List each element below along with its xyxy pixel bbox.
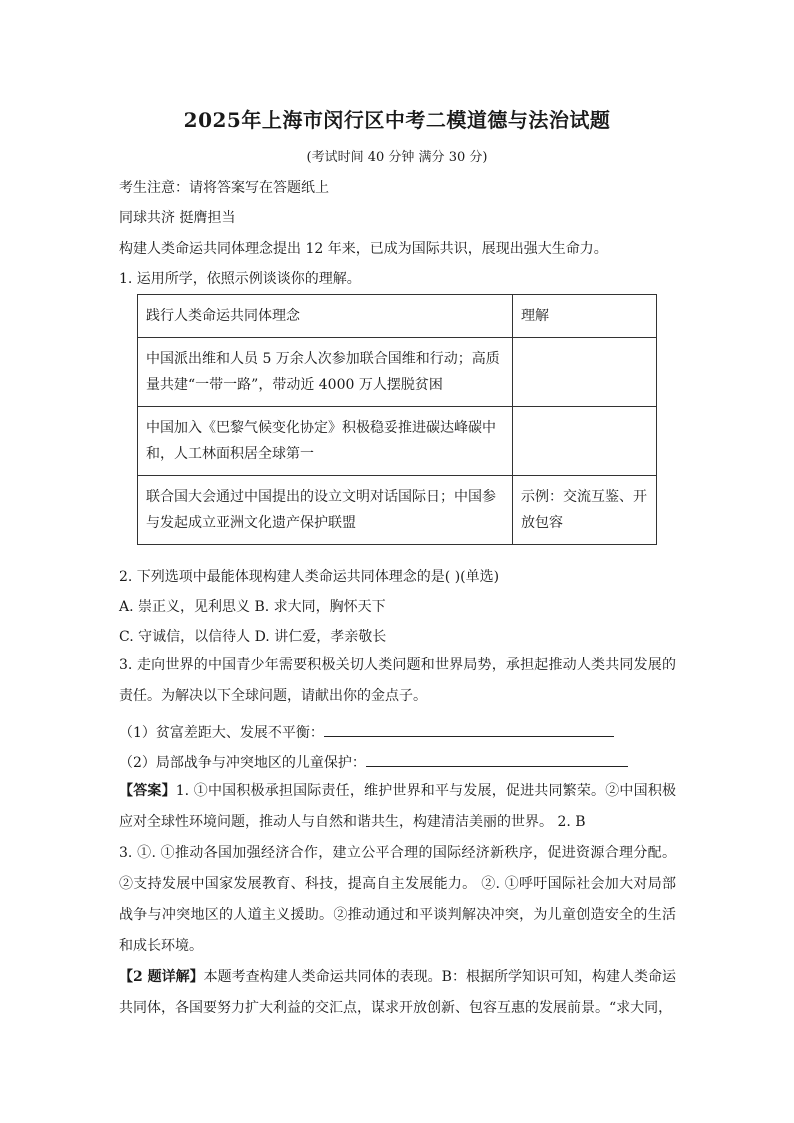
intro-text: 构建人类命运共同体理念提出 12 年来，已成为国际共识，展现出强大生命力。 <box>119 241 608 257</box>
q2-options-ab: A. 崇正义，见利思义 B. 求大同，胸怀天下 <box>119 599 386 615</box>
detail-label: 【2 题详解】 <box>119 969 204 985</box>
q3-item-2 <box>119 752 628 772</box>
q3-item-1 <box>119 722 614 742</box>
q1-stem: 1. 运用所学，依照示例谈谈你的理解。 <box>119 271 361 287</box>
answer-blank-1[interactable] <box>324 722 614 737</box>
table-row <box>138 338 657 407</box>
q3-item-2-label: （2）局部战争与冲突地区的儿童保护： <box>119 755 366 771</box>
answer-block <box>119 776 676 838</box>
answer-label: 【答案】 <box>119 783 176 799</box>
answer-text-1: 1. ①中国积极承担国际责任，维护世界和平与发展，促进共同繁荣。②中国积极应对全球性环境问题，推动人与自然和谐共生，构建清洁美丽的世界。 2. B <box>119 783 677 830</box>
notice-text: 考生注意：请将答案写在答题纸上 <box>119 180 329 196</box>
exam-info: (考试时间 40 分钟 满分 30 分) <box>306 150 488 165</box>
answer-blank-2[interactable] <box>366 752 628 767</box>
table-cell-understanding: 示例：交流互鉴、开放包容 <box>513 476 657 545</box>
answer-text-2: 3. ①. ①推动各国加强经济合作，建立公平合理的国际经济新秩序，促进资源合理分配。②支持发展中国家发展教育、科技，提高自主发展能力。 ②. ①呼吁国际社会加大对局部战争与冲突地区的人道主义援助。②推动通过和平谈判解决冲突，为儿童创造安全的生活和成长环境。 <box>119 845 676 954</box>
table-cell-practice: 中国派出维和人员 5 万余人次参加联合国维和行动；高质量共建“一带一路”，带动近 4000 万人摆脱贫困 <box>138 338 513 407</box>
table-cell-understanding <box>513 407 657 476</box>
q1-table <box>137 294 657 545</box>
q3-item-1-label: （1）贫富差距大、发展不平衡： <box>119 725 324 741</box>
table-cell-practice: 联合国大会通过中国提出的设立文明对话国际日；中国参与发起成立亚洲文化遗产保护联盟 <box>138 476 513 545</box>
table-cell-understanding <box>513 338 657 407</box>
section-heading: 同球共济 挺膺担当 <box>119 210 236 226</box>
q2-stem: 2. 下列选项中最能体现构建人类命运共同体理念的是( )(单选) <box>119 569 500 585</box>
detail-block <box>119 962 676 1024</box>
table-row <box>138 407 657 476</box>
detail-text: 本题考查构建人类命运共同体的表现。B：根据所学知识可知，构建人类命运共同体，各国要努力扩大利益的交汇点，谋求开放创新、包容互惠的发展前景。“求大同， <box>119 969 676 1016</box>
page-title: 2025年上海市闵行区中考二模道德与法治试题 <box>183 108 611 132</box>
table-header-row <box>138 295 657 338</box>
table-header-practice: 践行人类命运共同体理念 <box>138 295 513 338</box>
q2-options-cd: C. 守诚信，以信待人 D. 讲仁爱，孝亲敬长 <box>119 629 387 645</box>
table-header-understanding: 理解 <box>513 295 657 338</box>
table-row <box>138 476 657 545</box>
q3-stem: 3. 走向世界的中国青少年需要积极关切人类问题和世界局势，承担起推动人类共同发展的责任。为解决以下全球问题，请献出你的金点子。 <box>119 657 676 704</box>
table-cell-practice: 中国加入《巴黎气候变化协定》积极稳妥推进碳达峰碳中和，人工林面积居全球第一 <box>138 407 513 476</box>
